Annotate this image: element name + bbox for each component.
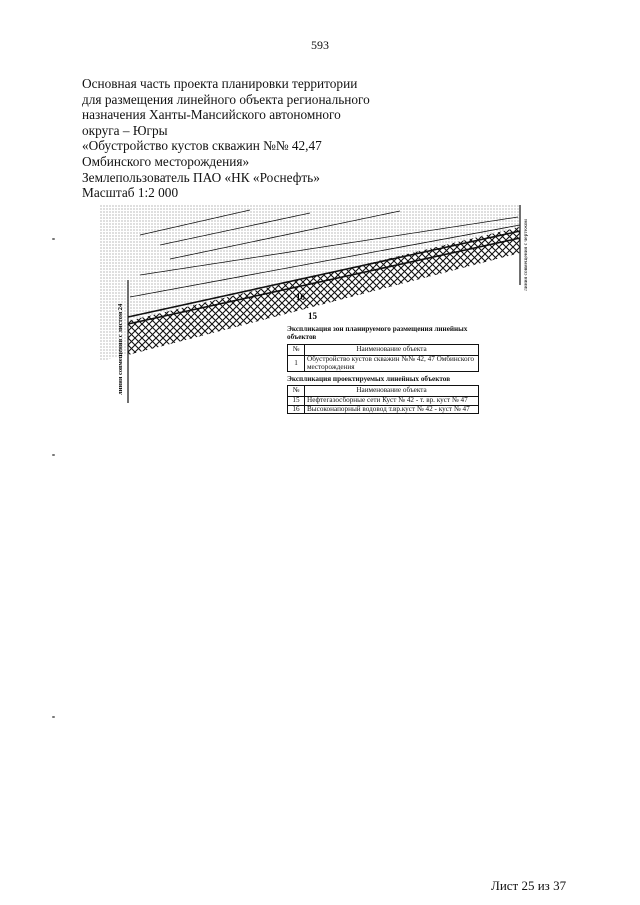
scan-speck — [52, 238, 55, 240]
page-number: 593 — [311, 38, 329, 52]
lines-legend-heading: Экспликация проектируемых линейных объектов — [287, 375, 451, 383]
zones-legend-table — [287, 344, 479, 372]
left-edge-label: линия совмещения с листом 24 — [117, 303, 124, 395]
legend-num: 16 — [288, 405, 305, 414]
zones-legend-heading: Экспликация зон планируемого размещения линейных объектов — [287, 325, 468, 341]
legend-col-num: № — [288, 386, 305, 397]
table-row — [288, 397, 479, 406]
line-label-16: 16 — [296, 292, 305, 302]
title-line: для размещения линейного объекта регионального — [82, 91, 370, 107]
legend-col-name: Наименование объекта — [305, 386, 479, 397]
legend-header-row — [288, 386, 479, 397]
title-line: Омбинского месторождения» — [82, 153, 250, 169]
title-line: Землепользователь ПАО «НК «Роснефть» — [82, 169, 320, 185]
scan-speck — [52, 454, 55, 456]
title-line: назначения Ханты-Мансийского автономного — [82, 107, 341, 123]
legend-col-num: № — [288, 345, 305, 356]
lines-legend-table — [287, 385, 479, 414]
title-line: округа – Югры — [82, 122, 168, 138]
line-label-15: 15 — [308, 311, 317, 321]
legend-num: 1 — [288, 356, 305, 372]
title-line: «Обустройство кустов скважин №№ 42,47 — [82, 138, 322, 154]
table-row — [288, 356, 479, 372]
sheet-footer: Лист 25 из 37 — [491, 878, 567, 893]
legend-name: Нефтегазосборные сети Куст № 42 - т. вр. куст № 47 — [305, 397, 479, 406]
title-line: Масштаб 1:2 000 — [82, 185, 179, 201]
legend-header-row — [288, 345, 479, 356]
table-row — [288, 405, 479, 414]
title-block — [82, 76, 370, 201]
legend-name: Высоконапорный водовод т.вр.куст № 42 - куст № 47 — [305, 405, 479, 414]
scan-speck — [52, 716, 55, 718]
title-line: Основная часть проекта планировки территории — [82, 76, 358, 91]
legend-col-name: Наименование объекта — [305, 345, 479, 356]
legend-num: 15 — [288, 397, 305, 406]
right-edge-label: линия совмещения с чертежом — [523, 219, 529, 291]
legend-name: Обустройство кустов скважин №№ 42, 47 Омбинского месторождения — [305, 356, 479, 372]
